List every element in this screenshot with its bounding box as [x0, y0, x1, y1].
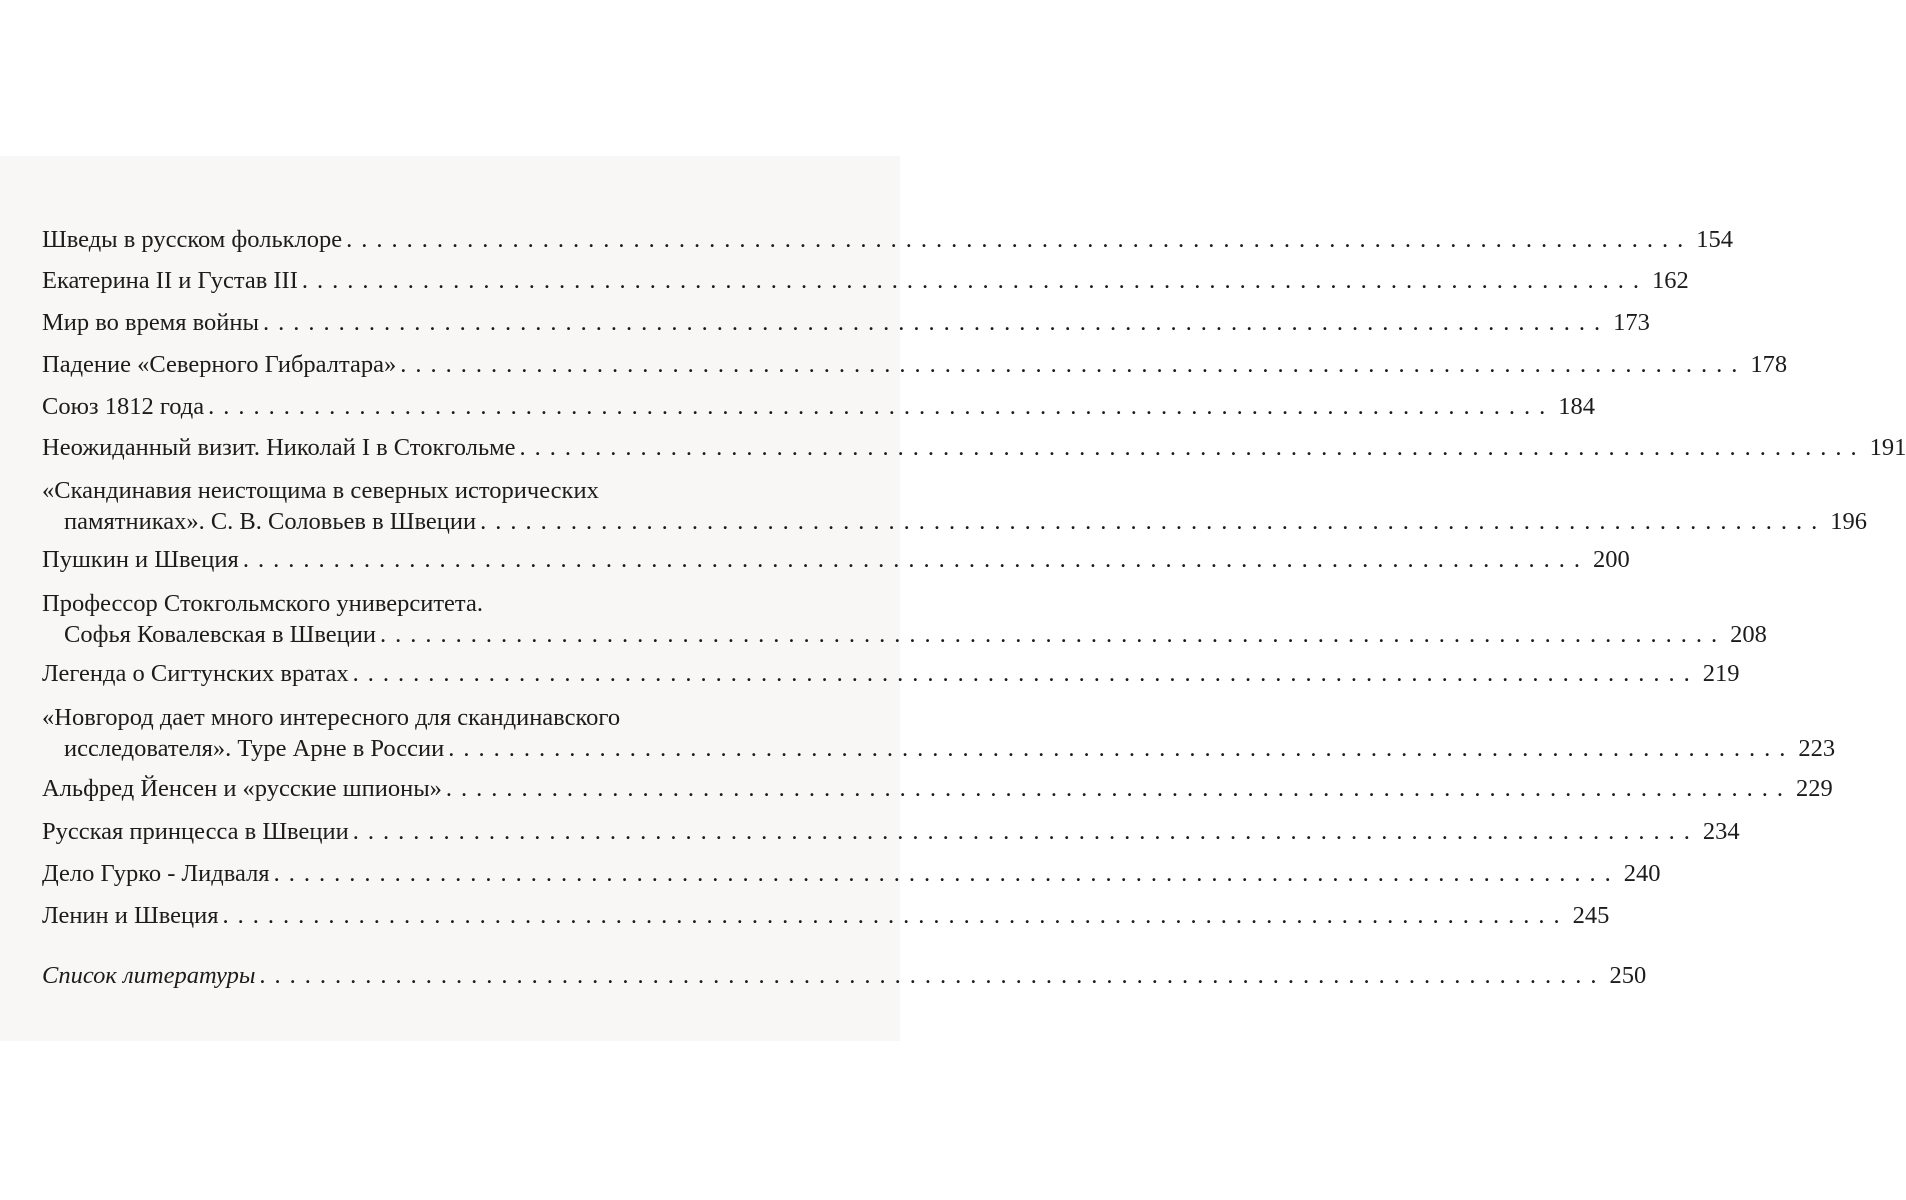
toc-entry-title: Екатерина II и Густав III: [42, 267, 298, 294]
toc-entry-title: Падение «Северного Гибралтара»: [42, 351, 397, 378]
toc-entry: [42, 226, 1734, 259]
toc-entry-title: Русская принцесса в Швеции: [42, 818, 349, 845]
toc-entry-title: Шведы в русском фольклоре: [42, 226, 343, 253]
dot-leader: .........................................................................................: [448, 735, 1795, 762]
toc-entry: [42, 546, 1630, 579]
toc-entry-title: Пушкин и Швеция: [42, 546, 239, 573]
toc-entry-title-line1: «Скандинавия неистощима в северных исторических: [42, 477, 599, 504]
dot-leader: .........................................................................................: [262, 309, 1610, 336]
dot-leader: .........................................................................................: [445, 775, 1793, 802]
dot-leader: .........................................................................................: [519, 434, 1866, 461]
dot-leader: .........................................................................................: [346, 226, 1693, 253]
dot-leader: .........................................................................................: [352, 660, 1699, 687]
dot-leader: .........................................................................................: [259, 962, 1606, 989]
toc-entry-page: 234: [1702, 818, 1740, 845]
toc-entry: [42, 267, 1689, 300]
toc-entry-page: 191: [1869, 434, 1906, 461]
toc-entry: [42, 434, 1906, 467]
dot-leader: .........................................................................................: [352, 818, 1699, 845]
toc-entry-page: 200: [1592, 546, 1630, 573]
toc-entry: [42, 962, 1647, 995]
toc-entry-page: 196: [1830, 508, 1867, 535]
dot-leader: .........................................................................................: [208, 393, 1555, 420]
toc-entry-page: 173: [1613, 309, 1650, 336]
toc-entry-title: Неожиданный визит. Николай I в Стокгольме: [42, 434, 516, 461]
toc-entry-page: 223: [1798, 735, 1836, 762]
toc-entry: [42, 477, 1867, 541]
toc-entry-title-line2: Софья Ковалевская в Швеции: [64, 621, 376, 648]
toc-entry-page: 245: [1572, 902, 1610, 929]
toc-entry-page: 184: [1558, 393, 1596, 420]
toc-entry-page: 208: [1730, 621, 1767, 648]
toc-entry: [42, 393, 1596, 426]
toc-entry-page: 219: [1702, 660, 1740, 687]
toc-entry-page: 162: [1652, 267, 1689, 294]
toc-entry-title-line2: памятниках». С. В. Соловьев в Швеции: [64, 508, 477, 535]
toc-entry: [42, 818, 1740, 851]
dot-leader: .........................................................................................: [242, 546, 1589, 573]
dot-leader: .........................................................................................: [301, 267, 1648, 294]
toc-entry: [42, 902, 1610, 935]
toc-entry-page: 178: [1750, 351, 1788, 378]
dot-leader: .........................................................................................: [400, 351, 1747, 378]
toc-entry-title: Дело Гурко - Лидваля: [42, 860, 270, 887]
toc-entry-title: Список литературы: [42, 962, 256, 989]
toc-entry-title-line2: исследователя». Туре Арне в России: [64, 735, 445, 762]
toc-entry: [42, 351, 1788, 384]
dot-leader: .........................................................................................: [273, 860, 1620, 887]
toc-entry: [42, 704, 1836, 768]
toc-entry: [42, 660, 1740, 693]
toc-entry-title-line1: «Новгород дает много интересного для скандинавского: [42, 704, 621, 731]
dot-leader: .........................................................................................: [379, 621, 1727, 648]
toc-entry-title: Легенда о Сигтунских вратах: [42, 660, 349, 687]
toc-entry-title: Мир во время войны: [42, 309, 259, 336]
toc-entry-page: 229: [1796, 775, 1833, 802]
toc-entry: [42, 860, 1661, 893]
toc-entry: [42, 590, 1767, 654]
toc-entry-title: Ленин и Швеция: [42, 902, 219, 929]
dot-leader: .........................................................................................: [222, 902, 1569, 929]
toc-entry-page: 154: [1696, 226, 1734, 253]
toc-entry-title: Союз 1812 года: [42, 393, 205, 420]
dot-leader: .........................................................................................: [480, 508, 1827, 535]
toc-entry-page: 240: [1623, 860, 1661, 887]
toc-entry: [42, 309, 1650, 342]
toc-entry-title: Альфред Йенсен и «русские шпионы»: [42, 775, 442, 802]
toc-entry: [42, 775, 1833, 808]
toc-entry-title-line1: Профессор Стокгольмского университета.: [42, 590, 483, 617]
toc-entry-page: 250: [1609, 962, 1647, 989]
